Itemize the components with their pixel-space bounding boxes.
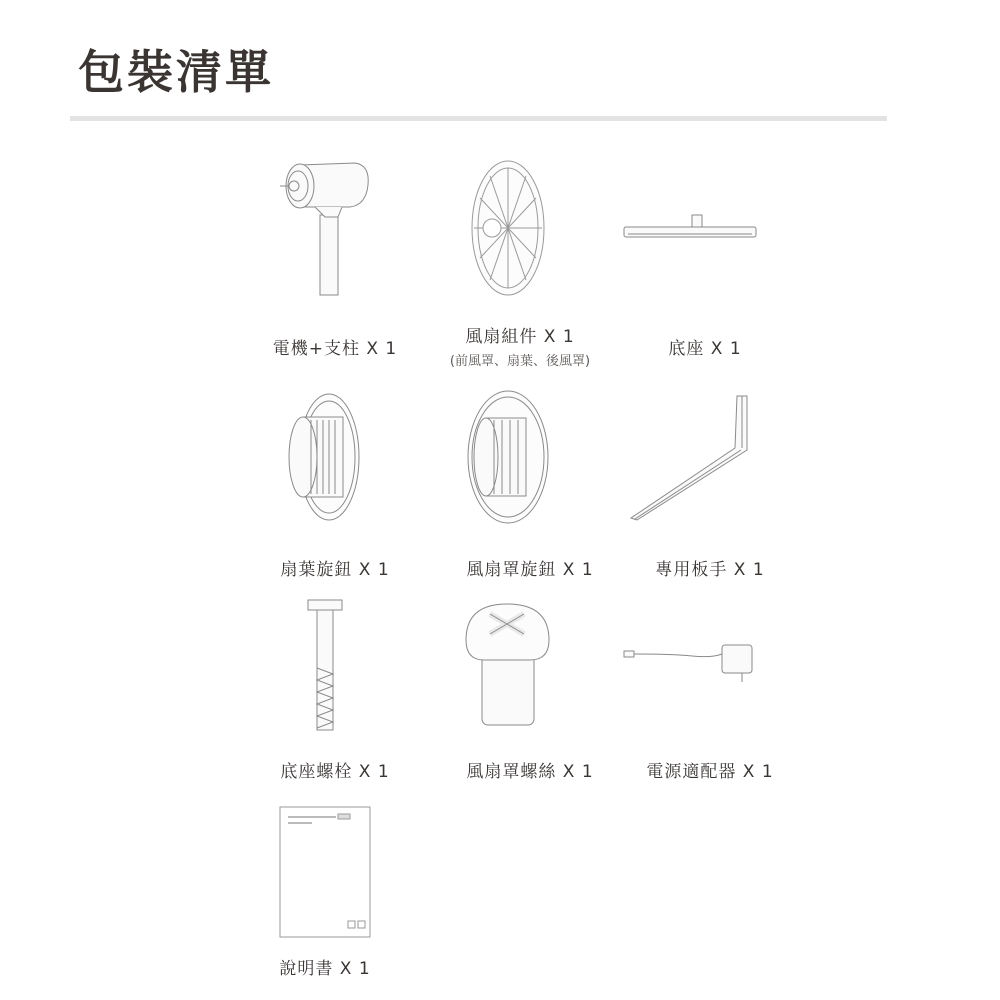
- power-adapter-icon: [622, 640, 757, 685]
- item-label-fan-assembly: 風扇組件 X 1: [465, 327, 575, 347]
- motor-pole-icon: [270, 155, 380, 300]
- item-label-cover-knob: 風扇罩旋鈕 X 1: [466, 560, 594, 580]
- item-label-adapter: 電源適配器 X 1: [646, 762, 774, 782]
- cover-knob-icon: [464, 388, 552, 526]
- item-label-cover-screw: 風扇罩螺絲 X 1: [466, 762, 594, 782]
- title-divider: [70, 116, 887, 121]
- cover-screw-icon: [460, 600, 555, 730]
- base-icon: [620, 212, 760, 244]
- item-sublabel-fan-assembly: (前風罩、扇葉、後風罩): [449, 354, 591, 369]
- wrench-icon: [625, 390, 755, 525]
- item-label-wrench: 專用板手 X 1: [655, 560, 765, 580]
- blade-knob-icon: [285, 390, 365, 525]
- page-title: 包裝清單: [78, 45, 274, 99]
- base-bolt-icon: [305, 598, 345, 733]
- fan-assembly-icon: [468, 158, 548, 298]
- item-label-manual: 說明書 X 1: [279, 959, 371, 979]
- item-label-base-bolt: 底座螺栓 X 1: [280, 762, 390, 782]
- item-label-blade-knob: 扇葉旋鈕 X 1: [280, 560, 390, 580]
- item-label-base: 底座 X 1: [668, 339, 742, 359]
- manual-icon: [278, 805, 372, 939]
- item-label-motor: 電機+支柱 X 1: [272, 339, 398, 359]
